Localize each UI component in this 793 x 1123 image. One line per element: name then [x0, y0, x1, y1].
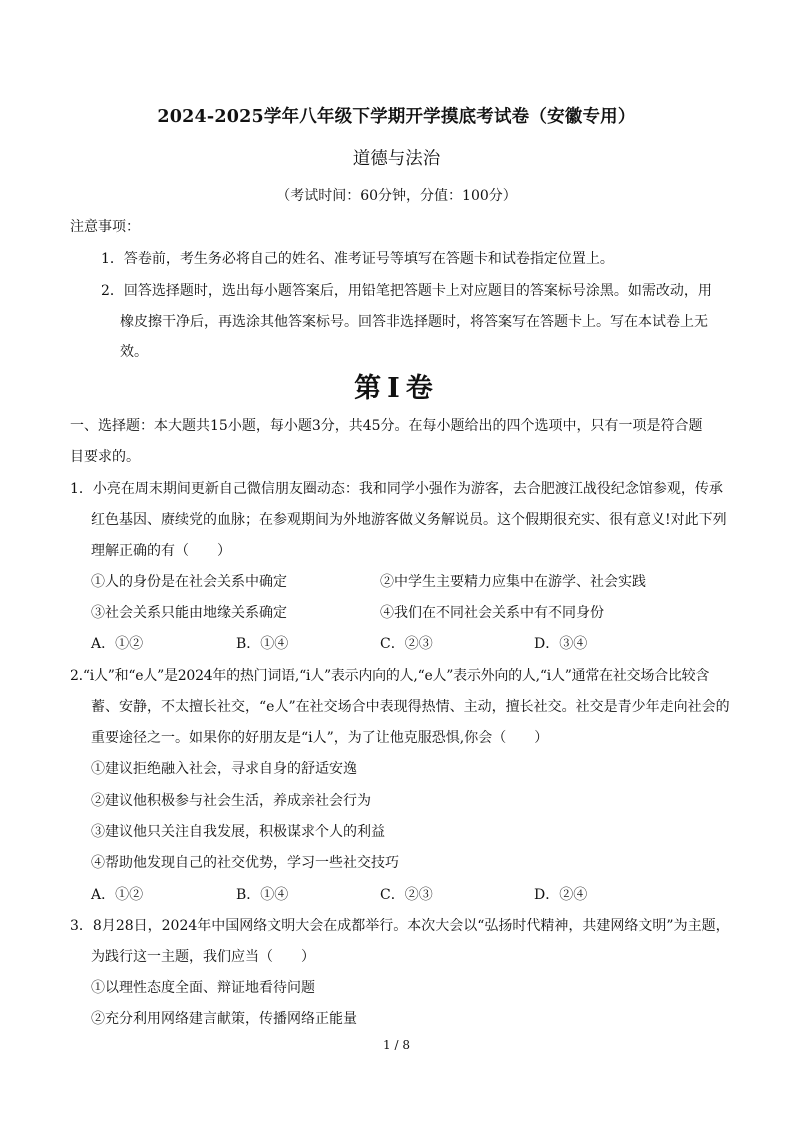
question-2-statement-3: ③建议他只关注自我发展，积极谋求个人的利益: [91, 824, 385, 840]
question-3-stem-line-2: 为践行这一主题，我们应当（ ）: [91, 949, 315, 965]
notice-item-2-line-1: 2．回答选择题时，选出每小题答案后，用铅笔把答题卡上对应题目的答案标号涂黑。如需改动，用: [101, 283, 712, 299]
question-1-stem-line-1: 1．小亮在周末期间更新自己微信朋友圈动态：我和同学小强作为游客，去合肥渡江战役纪念馆参观，传承: [70, 481, 723, 497]
question-1-stem-line-3: 理解正确的有（ ）: [91, 543, 231, 559]
question-2-statement-4: ④帮助他发现自己的社交优势，学习一些社交技巧: [91, 855, 399, 871]
section-1-line-1: 一、选择题：本大题共15小题，每小题3分，共45分。在每小题给出的四个选项中，只有一项是符合题: [70, 418, 703, 434]
question-2-statement-1: ①建议拒绝融入社会，寻求自身的舒适安逸: [91, 761, 357, 777]
question-1-stem-line-2: 红色基因、赓续党的血脉；在参观期间为外地游客做义务解说员。这个假期很充实、很有意义!对此下列: [91, 512, 727, 528]
notice-item-2-line-2: 橡皮擦干净后，再选涂其他答案标号。回答非选择题时，将答案写在答题卡上。写在本试卷上无: [120, 314, 708, 330]
question-1-option-b[interactable]: B．①④: [236, 636, 289, 652]
question-2-stem-line-1: 2.“i人”和“e人”是2024年的热门词语,“i人”表示内向的人,“e人”表示外向的人,“i人”通常在社交场合比较含: [70, 668, 710, 684]
question-2-stem-line-3: 重要途径之一。如果你的好朋友是“i人”，为了让他克服恐惧,你会（ ）: [91, 730, 549, 746]
subject-title: 道德与法治: [352, 149, 441, 169]
exam-title: 2024-2025学年八年级下学期开学摸底考试卷（安徽专用）: [157, 107, 636, 127]
question-2-option-a[interactable]: A．①②: [91, 887, 144, 903]
section-1-line-2: 目要求的。: [70, 449, 140, 465]
exam-time-info: （考试时间：60分钟，分值：100分）: [276, 188, 517, 204]
question-1-option-d[interactable]: D．③④: [534, 636, 588, 652]
question-1-statement-2: ②中学生主要精力应集中在游学、社会实践: [380, 574, 646, 590]
question-1-statement-3: ③社会关系只能由地缘关系确定: [91, 605, 287, 621]
question-2-option-c[interactable]: C．②③: [380, 887, 433, 903]
volume-title: 第Ⅰ卷: [354, 373, 439, 404]
question-2-stem-line-2: 蓄、安静，不太擅长社交，“e人”在社交场合中表现得热情、主动，擅长社交。社交是青少年走向社会的: [91, 699, 730, 715]
question-2-option-d[interactable]: D．②④: [534, 887, 588, 903]
question-3-statement-1: ①以理性态度全面、辩证地看待问题: [91, 980, 315, 996]
question-2-option-b[interactable]: B．①④: [236, 887, 289, 903]
question-3-statement-2: ②充分利用网络建言献策，传播网络正能量: [91, 1011, 357, 1027]
question-1-option-c[interactable]: C．②③: [380, 636, 433, 652]
question-2-statement-2: ②建议他积极参与社会生活，养成亲社会行为: [91, 793, 371, 809]
question-1-option-a[interactable]: A．①②: [91, 636, 144, 652]
question-1-statement-4: ④我们在不同社会关系中有不同身份: [380, 605, 604, 621]
notice-heading: 注意事项：: [70, 219, 140, 235]
question-1-statement-1: ①人的身份是在社会关系中确定: [91, 574, 287, 590]
notice-item-1: 1．答卷前，考生务必将自己的姓名、准考证号等填写在答题卡和试卷指定位置上。: [101, 251, 614, 267]
notice-item-2-line-3: 效。: [120, 344, 148, 360]
page-number: 1 / 8: [383, 1038, 410, 1052]
question-3-stem-line-1: 3．8月28日，2024年中国网络文明大会在成都举行。本次大会以“弘扬时代精神，共建网络文明”为主题，: [70, 918, 730, 934]
